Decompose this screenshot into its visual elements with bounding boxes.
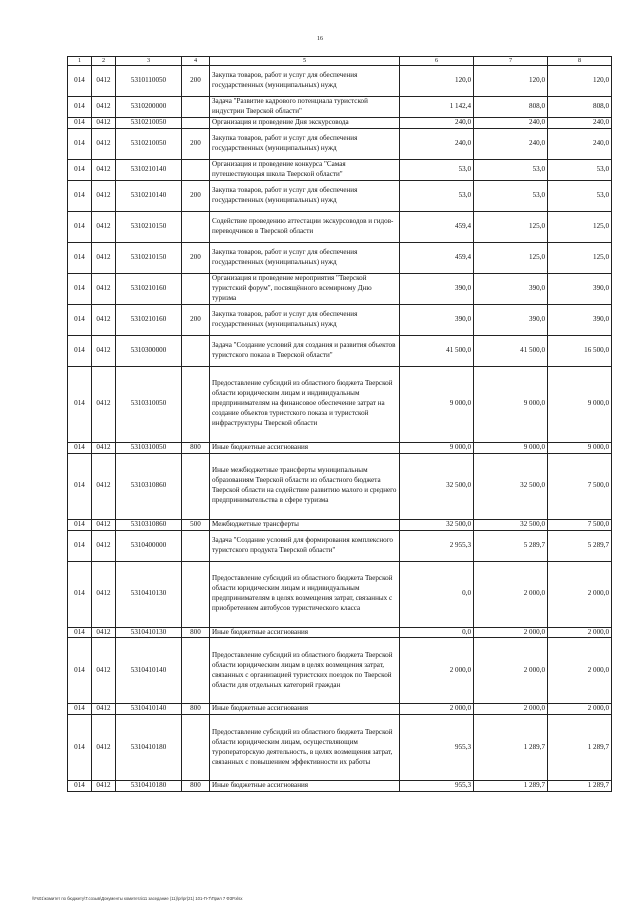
table-row — [68, 273, 612, 304]
cell-amount-year-1: 955,3 — [400, 715, 474, 781]
cell-target-article: 5310410180 — [116, 781, 182, 792]
table-row — [68, 453, 612, 519]
cell-amount-year-1: 0,0 — [400, 561, 474, 627]
cell-section-code: 0412 — [92, 704, 116, 715]
cell-expense-type — [182, 273, 210, 304]
cell-department-code: 014 — [68, 442, 92, 453]
cell-amount-year-2: 390,0 — [474, 273, 548, 304]
cell-amount-year-1: 9 000,0 — [400, 366, 474, 442]
cell-expense-type: 200 — [182, 66, 210, 97]
cell-amount-year-1: 2 000,0 — [400, 638, 474, 704]
cell-description: Задача "Создание условий для формирования комплексного туристского продукта Тверской области" — [210, 530, 400, 561]
cell-amount-year-1: 2 955,3 — [400, 530, 474, 561]
table-row — [68, 242, 612, 273]
cell-amount-year-1: 53,0 — [400, 180, 474, 211]
cell-expense-type: 200 — [182, 304, 210, 335]
cell-target-article: 5310210050 — [116, 117, 182, 128]
table-row — [68, 180, 612, 211]
table-row — [68, 304, 612, 335]
cell-description: Иные бюджетные ассигнования — [210, 442, 400, 453]
cell-amount-year-1: 240,0 — [400, 128, 474, 159]
cell-department-code: 014 — [68, 159, 92, 180]
cell-expense-type — [182, 159, 210, 180]
cell-amount-year-2: 808,0 — [474, 97, 548, 118]
table-row — [68, 781, 612, 792]
cell-expense-type — [182, 211, 210, 242]
cell-description: Закупка товаров, работ и услуг для обеспечения государственных (муниципальных) нужд — [210, 66, 400, 97]
cell-expense-type — [182, 530, 210, 561]
cell-amount-year-3: 120,0 — [548, 66, 612, 97]
table-row — [68, 66, 612, 97]
cell-expense-type — [182, 366, 210, 442]
cell-section-code: 0412 — [92, 159, 116, 180]
cell-target-article: 5310410180 — [116, 715, 182, 781]
cell-amount-year-2: 53,0 — [474, 159, 548, 180]
cell-amount-year-2: 2 000,0 — [474, 638, 548, 704]
cell-description: Иные межбюджетные трансферты муниципальным образованиям Тверской области из областного бюджета Тверской области на содействие развитию малого и среднего предпринимательства в сфере туризма — [210, 453, 400, 519]
cell-department-code: 014 — [68, 519, 92, 530]
cell-amount-year-2: 9 000,0 — [474, 366, 548, 442]
cell-target-article: 5310300000 — [116, 335, 182, 366]
cell-description: Межбюджетные трансферты — [210, 519, 400, 530]
cell-section-code: 0412 — [92, 519, 116, 530]
cell-target-article: 5310310860 — [116, 519, 182, 530]
cell-description: Задача "Развитие кадрового потенциала туристской индустрии Тверской области" — [210, 97, 400, 118]
cell-expense-type — [182, 117, 210, 128]
cell-amount-year-3: 7 500,0 — [548, 453, 612, 519]
table-row — [68, 638, 612, 704]
cell-department-code: 014 — [68, 273, 92, 304]
cell-description: Задача "Создание условий для создания и развития объектов туристского показа в Тверской области" — [210, 335, 400, 366]
cell-section-code: 0412 — [92, 335, 116, 366]
cell-section-code: 0412 — [92, 66, 116, 97]
table-row — [68, 159, 612, 180]
cell-amount-year-3: 53,0 — [548, 180, 612, 211]
cell-department-code: 014 — [68, 242, 92, 273]
cell-description: Закупка товаров, работ и услуг для обеспечения государственных (муниципальных) нужд — [210, 242, 400, 273]
cell-amount-year-1: 955,3 — [400, 781, 474, 792]
cell-expense-type — [182, 97, 210, 118]
table-row — [68, 442, 612, 453]
cell-description: Организация и проведение мероприятия "Тверской туристский форум", посвящённого всемирному Дню туризма — [210, 273, 400, 304]
cell-target-article: 5310210140 — [116, 159, 182, 180]
table-row — [68, 97, 612, 118]
cell-target-article: 5310400000 — [116, 530, 182, 561]
cell-target-article: 5310210150 — [116, 211, 182, 242]
cell-expense-type: 800 — [182, 781, 210, 792]
budget-table — [67, 56, 612, 792]
cell-expense-type: 800 — [182, 442, 210, 453]
cell-amount-year-1: 0,0 — [400, 627, 474, 638]
cell-section-code: 0412 — [92, 366, 116, 442]
cell-department-code: 014 — [68, 366, 92, 442]
cell-department-code: 014 — [68, 561, 92, 627]
cell-department-code: 014 — [68, 117, 92, 128]
cell-section-code: 0412 — [92, 638, 116, 704]
cell-amount-year-3: 2 000,0 — [548, 704, 612, 715]
cell-section-code: 0412 — [92, 180, 116, 211]
cell-description: Иные бюджетные ассигнования — [210, 627, 400, 638]
cell-amount-year-3: 9 000,0 — [548, 442, 612, 453]
cell-description: Иные бюджетные ассигнования — [210, 704, 400, 715]
cell-department-code: 014 — [68, 211, 92, 242]
cell-amount-year-2: 390,0 — [474, 304, 548, 335]
cell-amount-year-1: 459,4 — [400, 211, 474, 242]
cell-amount-year-1: 240,0 — [400, 117, 474, 128]
table-row — [68, 366, 612, 442]
cell-amount-year-1: 53,0 — [400, 159, 474, 180]
cell-section-code: 0412 — [92, 117, 116, 128]
cell-amount-year-2: 125,0 — [474, 242, 548, 273]
cell-description: Предоставление субсидий из областного бюджета Тверской области юридическим лицам в целях возмещения затрат, связанных с организацией туристских поездок по Тверской области для отдельных категорий граждан — [210, 638, 400, 704]
table-row — [68, 704, 612, 715]
cell-amount-year-2: 41 500,0 — [474, 335, 548, 366]
cell-department-code: 014 — [68, 715, 92, 781]
cell-department-code: 014 — [68, 97, 92, 118]
cell-amount-year-1: 41 500,0 — [400, 335, 474, 366]
column-number-header-row — [68, 57, 612, 66]
cell-department-code: 014 — [68, 304, 92, 335]
cell-target-article: 5310210160 — [116, 273, 182, 304]
cell-target-article: 5310310050 — [116, 366, 182, 442]
column-number-header: 2 — [92, 57, 116, 66]
table-row — [68, 211, 612, 242]
cell-amount-year-1: 390,0 — [400, 304, 474, 335]
cell-department-code: 014 — [68, 453, 92, 519]
cell-amount-year-2: 5 289,7 — [474, 530, 548, 561]
cell-target-article: 5310410130 — [116, 627, 182, 638]
cell-amount-year-2: 32 500,0 — [474, 453, 548, 519]
cell-amount-year-2: 120,0 — [474, 66, 548, 97]
cell-section-code: 0412 — [92, 453, 116, 519]
cell-section-code: 0412 — [92, 273, 116, 304]
cell-section-code: 0412 — [92, 530, 116, 561]
cell-amount-year-3: 1 289,7 — [548, 781, 612, 792]
cell-amount-year-2: 1 289,7 — [474, 715, 548, 781]
cell-target-article: 5310410140 — [116, 704, 182, 715]
cell-amount-year-2: 53,0 — [474, 180, 548, 211]
cell-amount-year-1: 32 500,0 — [400, 453, 474, 519]
cell-department-code: 014 — [68, 781, 92, 792]
cell-amount-year-1: 2 000,0 — [400, 704, 474, 715]
cell-amount-year-3: 1 289,7 — [548, 715, 612, 781]
cell-expense-type: 200 — [182, 180, 210, 211]
table-row — [68, 128, 612, 159]
table-row — [68, 519, 612, 530]
cell-description: Организация и проведение конкурса "Самая путешествующая школа Тверской области" — [210, 159, 400, 180]
table-row — [68, 530, 612, 561]
cell-department-code: 014 — [68, 180, 92, 211]
cell-target-article: 5310310050 — [116, 442, 182, 453]
cell-expense-type: 800 — [182, 627, 210, 638]
cell-expense-type — [182, 561, 210, 627]
cell-expense-type — [182, 453, 210, 519]
cell-description: Организация и проведение Дня экскурсовода — [210, 117, 400, 128]
cell-section-code: 0412 — [92, 128, 116, 159]
cell-amount-year-3: 7 500,0 — [548, 519, 612, 530]
cell-amount-year-3: 9 000,0 — [548, 366, 612, 442]
cell-amount-year-3: 2 000,0 — [548, 561, 612, 627]
cell-amount-year-3: 125,0 — [548, 211, 612, 242]
cell-amount-year-1: 1 142,4 — [400, 97, 474, 118]
cell-amount-year-3: 53,0 — [548, 159, 612, 180]
cell-department-code: 014 — [68, 128, 92, 159]
cell-amount-year-3: 390,0 — [548, 304, 612, 335]
cell-department-code: 014 — [68, 530, 92, 561]
cell-section-code: 0412 — [92, 304, 116, 335]
cell-amount-year-2: 125,0 — [474, 211, 548, 242]
page-number: 16 — [317, 36, 323, 42]
cell-section-code: 0412 — [92, 442, 116, 453]
cell-amount-year-2: 240,0 — [474, 117, 548, 128]
cell-description: Закупка товаров, работ и услуг для обеспечения государственных (муниципальных) нужд — [210, 128, 400, 159]
column-number-header: 4 — [182, 57, 210, 66]
cell-amount-year-3: 16 500,0 — [548, 335, 612, 366]
cell-description: Предоставление субсидий из областного бюджета Тверской области юридическим лицам и индивидуальным предпринимателям в целях возмещения затрат, связанных с приобретением автобусов туристического класса — [210, 561, 400, 627]
cell-department-code: 014 — [68, 66, 92, 97]
table-row — [68, 335, 612, 366]
cell-description: Содействие проведению аттестации экскурсоводов и гидов-переводчиков в Тверской области — [210, 211, 400, 242]
cell-target-article: 5310110050 — [116, 66, 182, 97]
cell-amount-year-2: 240,0 — [474, 128, 548, 159]
cell-amount-year-3: 2 000,0 — [548, 627, 612, 638]
file-path-footer: \\Fs01\комитет по бюджету\Т.созыв\Документы комитета\11 заседание (11)\pr\pr(21) 101-П-7\Прил 7 ФЗР.xlsx — [32, 896, 243, 901]
column-number-header: 3 — [116, 57, 182, 66]
cell-amount-year-3: 5 289,7 — [548, 530, 612, 561]
column-number-header: 5 — [210, 57, 400, 66]
cell-expense-type — [182, 638, 210, 704]
cell-amount-year-2: 1 289,7 — [474, 781, 548, 792]
cell-department-code: 014 — [68, 335, 92, 366]
cell-department-code: 014 — [68, 638, 92, 704]
column-number-header: 7 — [474, 57, 548, 66]
cell-section-code: 0412 — [92, 242, 116, 273]
cell-section-code: 0412 — [92, 781, 116, 792]
cell-amount-year-2: 2 000,0 — [474, 561, 548, 627]
cell-amount-year-3: 390,0 — [548, 273, 612, 304]
column-number-header: 1 — [68, 57, 92, 66]
cell-target-article: 5310410130 — [116, 561, 182, 627]
cell-target-article: 5310410140 — [116, 638, 182, 704]
cell-section-code: 0412 — [92, 211, 116, 242]
cell-expense-type — [182, 335, 210, 366]
cell-amount-year-1: 32 500,0 — [400, 519, 474, 530]
cell-section-code: 0412 — [92, 97, 116, 118]
cell-expense-type: 800 — [182, 704, 210, 715]
cell-amount-year-1: 120,0 — [400, 66, 474, 97]
cell-amount-year-1: 459,4 — [400, 242, 474, 273]
cell-description: Предоставление субсидий из областного бюджета Тверской области юридическим лицам и индивидуальным предпринимателям на финансовое обеспечение затрат на создание объектов туристского показа и туристской инфраструктуры Тверской области — [210, 366, 400, 442]
cell-target-article: 5310210050 — [116, 128, 182, 159]
cell-amount-year-3: 240,0 — [548, 117, 612, 128]
cell-amount-year-2: 2 000,0 — [474, 627, 548, 638]
cell-department-code: 014 — [68, 704, 92, 715]
cell-description: Закупка товаров, работ и услуг для обеспечения государственных (муниципальных) нужд — [210, 180, 400, 211]
cell-description: Предоставление субсидий из областного бюджета Тверской области юридическим лицам, осуществляющим туроператорскую деятельность, в целях возмещения затрат, связанных с повышением эффективности их работы — [210, 715, 400, 781]
cell-amount-year-2: 32 500,0 — [474, 519, 548, 530]
cell-section-code: 0412 — [92, 561, 116, 627]
column-number-header: 8 — [548, 57, 612, 66]
cell-expense-type: 500 — [182, 519, 210, 530]
cell-amount-year-1: 390,0 — [400, 273, 474, 304]
cell-expense-type: 200 — [182, 128, 210, 159]
cell-expense-type: 200 — [182, 242, 210, 273]
cell-target-article: 5310210140 — [116, 180, 182, 211]
cell-description: Иные бюджетные ассигнования — [210, 781, 400, 792]
cell-amount-year-3: 125,0 — [548, 242, 612, 273]
cell-amount-year-2: 2 000,0 — [474, 704, 548, 715]
cell-department-code: 014 — [68, 627, 92, 638]
cell-amount-year-3: 2 000,0 — [548, 638, 612, 704]
cell-target-article: 5310210160 — [116, 304, 182, 335]
cell-amount-year-3: 808,0 — [548, 97, 612, 118]
cell-section-code: 0412 — [92, 715, 116, 781]
table-row — [68, 627, 612, 638]
cell-section-code: 0412 — [92, 627, 116, 638]
table-row — [68, 715, 612, 781]
table-row — [68, 561, 612, 627]
cell-amount-year-1: 9 000,0 — [400, 442, 474, 453]
cell-expense-type — [182, 715, 210, 781]
cell-target-article: 5310310860 — [116, 453, 182, 519]
cell-description: Закупка товаров, работ и услуг для обеспечения государственных (муниципальных) нужд — [210, 304, 400, 335]
table-row — [68, 117, 612, 128]
column-number-header: 6 — [400, 57, 474, 66]
cell-amount-year-2: 9 000,0 — [474, 442, 548, 453]
cell-target-article: 5310200000 — [116, 97, 182, 118]
cell-amount-year-3: 240,0 — [548, 128, 612, 159]
cell-target-article: 5310210150 — [116, 242, 182, 273]
